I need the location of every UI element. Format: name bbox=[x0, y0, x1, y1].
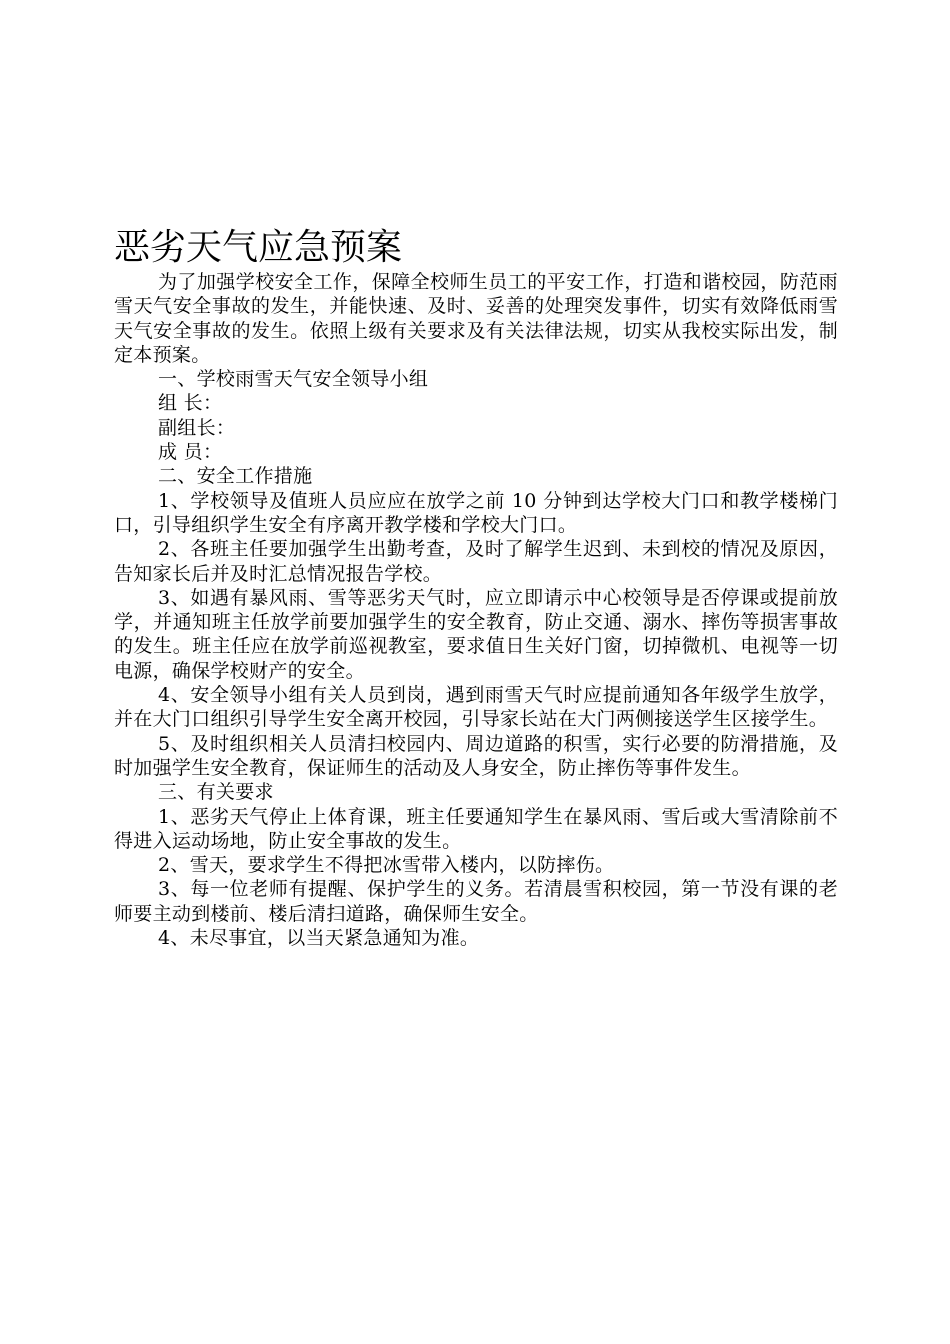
requirement-item-3: 3、每一位老师有提醒、保护学生的义务。若清晨雪积校园，第一节没有课的老师要主动到楼前、楼后清扫道路，确保师生安全。 bbox=[114, 878, 838, 925]
document-title: 恶劣天气应急预案 bbox=[114, 227, 403, 268]
measure-item-2: 2、各班主任要加强学生出勤考查，及时了解学生迟到、未到校的情况及原因，告知家长后并及时汇总情况报告学校。 bbox=[114, 538, 838, 585]
measure-item-3: 3、如遇有暴风雨、雪等恶劣天气时，应立即请示中心校领导是否停课或提前放学，并通知班主任放学前要加强学生的安全教育，防止交通、溺水、摔伤等损害事故的发生。班主任应在放学前巡视教室，要求值日生关好门窗，切掉微机、电视等一切电源，确保学校财产的安全。 bbox=[114, 586, 838, 682]
document-body bbox=[114, 226, 838, 950]
deputy-leader-line: 副组长： bbox=[158, 416, 236, 439]
section-heading-safety-measures: 二、安全工作措施 bbox=[158, 465, 313, 488]
requirement-item-1: 1、恶劣天气停止上体育课，班主任要通知学生在暴风雨、雪后或大雪清除前不得进入运动场地，防止安全事故的发生。 bbox=[114, 805, 838, 852]
intro-paragraph: 为了加强学校安全工作，保障全校师生员工的平安工作，打造和谐校园，防范雨雪天气安全事故的发生，并能快速、及时、妥善的处理突发事件，切实有效降低雨雪天气安全事故的发生。依照上级有关要求及有关法律法规，切实从我校实际出发，制定本预案。 bbox=[114, 271, 838, 366]
measure-item-5: 5、及时组织相关人员清扫校园内、周边道路的积雪，实行必要的防滑措施，及时加强学生安全教育，保证师生的活动及人身安全，防止摔伤等事件发生。 bbox=[114, 732, 838, 779]
members-line: 成 员： bbox=[158, 441, 223, 464]
measure-item-4: 4、安全领导小组有关人员到岗，遇到雨雪天气时应提前通知各年级学生放学，并在大门口组织引导学生安全离开校园，引导家长站在大门两侧接送学生区接学生。 bbox=[114, 684, 838, 731]
requirement-item-4: 4、未尽事宜，以当天紧急通知为准。 bbox=[158, 927, 480, 950]
section-heading-requirements: 三、有关要求 bbox=[158, 781, 274, 804]
requirement-item-2: 2、雪天，要求学生不得把冰雪带入楼内，以防摔伤。 bbox=[158, 854, 615, 877]
measure-item-1: 1、学校领导及值班人员应应在放学之前 10 分钟到达学校大门口和教学楼梯门口，引导组织学生安全有序离开教学楼和学校大门口。 bbox=[114, 489, 838, 536]
group-leader-line: 组 长： bbox=[158, 392, 223, 415]
section-heading-leadership-group: 一、学校雨雪天气安全领导小组 bbox=[158, 368, 429, 391]
